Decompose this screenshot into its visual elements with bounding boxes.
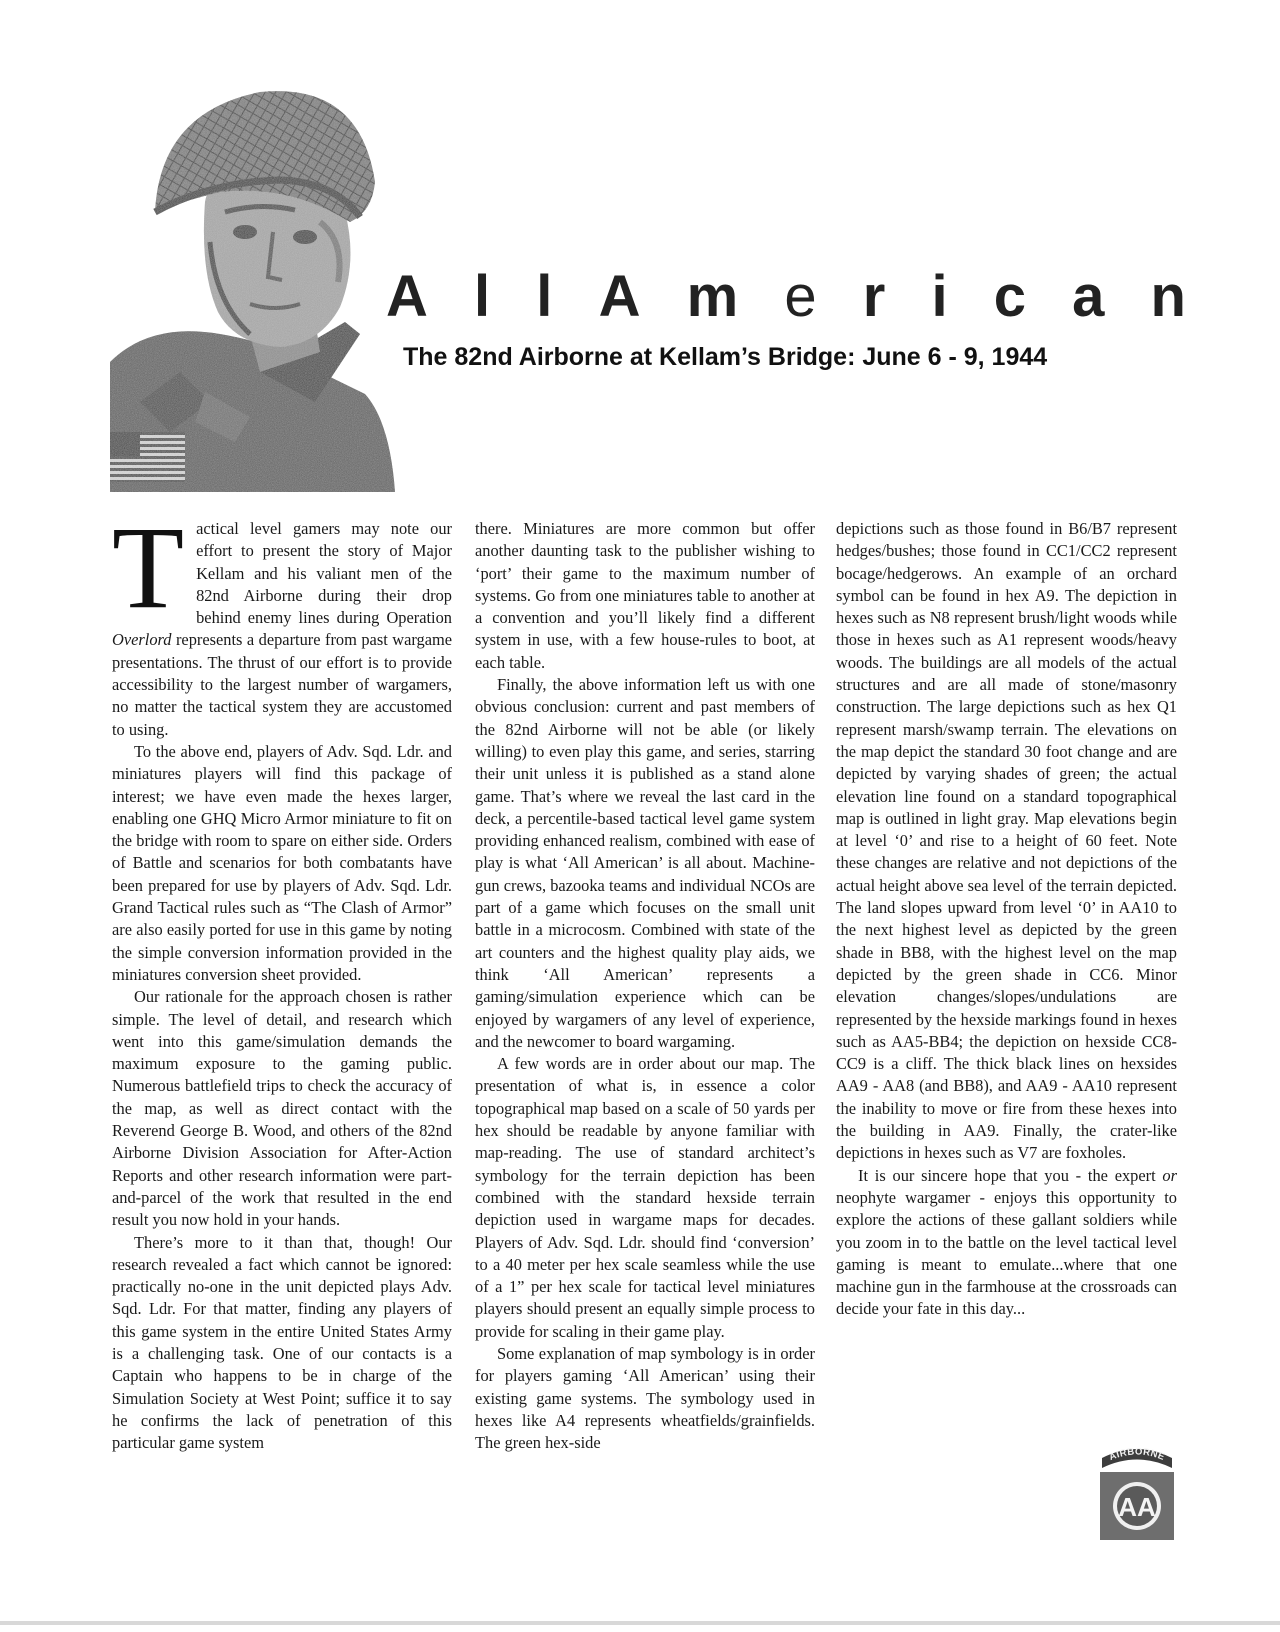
italic-text: or (1162, 1165, 1177, 1185)
paragraph: A few words are in order about our map. The presentation of what is, in essence a color topographical map based on a scale of 50 yards per hex should be readable by anyone familiar with map-reading. The use of standard architect’s symbology for the terrain depiction has been combined with the standard hexside terrain depiction used in wargame maps for decades. Players of Adv. Sqd. Ldr. should find ‘conversion’ to a 40 meter per hex scale seamless while the use of a 1” per hex scale for tactical level miniatures players should present an equally simple process to provide for scaling in their game play. (475, 1054, 815, 1341)
paragraph-text: actical level gamers may note our effort to present the story of Major Kellam and his valiant men of the 82nd Airborne during their drop behind enemy lines during Operation (196, 519, 452, 628)
paragraph: There’s more to it than that, though! Our research revealed a fact which cannot be ignored: practically no-one in the unit depicted plays Adv. Sqd. Ldr. For that matter, finding any players of this game system in the entire United States Army is a challenging task. One of our contacts is a Captain who happens to be in charge of the Simulation Society at West Point; suffice it to say he confirms the lack of penetration of this particular game system (112, 1232, 452, 1453)
airborne-badge (1098, 1438, 1176, 1542)
badge-tab-text: AIRBORNE (1107, 1446, 1167, 1464)
title-letter: A (598, 264, 641, 329)
title-letter: e (784, 264, 817, 329)
paragraph: Some explanation of map symbology is in order for players gaming ‘All American’ using their existing game systems. The symbology used in hexes like A4 represents wheatfields/grainfields. The green hex-side (475, 1343, 815, 1453)
paragraph-text: It is our sincere hope that you - the expert (858, 1165, 1163, 1185)
article-column-1 (112, 502, 452, 1454)
title-letter: l (536, 264, 553, 329)
soldier-photo (110, 72, 415, 492)
paragraph-text: neophyte wargamer - enjoys this opportunity to explore the actions of these gallant soldiers while you zoom in to the battle on the level tactical level gaming is meant to emulate...where that one machine gun in the farmhouse at the crossroads can decide your fate in this day... (836, 1187, 1177, 1319)
title-letter: n (1150, 264, 1186, 329)
article-column-2 (475, 518, 815, 1454)
badge-emblem-text: AA (1118, 1492, 1156, 1522)
page-title (386, 262, 1186, 332)
italic-text: Overlord (112, 630, 172, 650)
title-letter: l (474, 264, 491, 329)
paragraph: Finally, the above information left us with one obvious conclusion: current and past members of the 82nd Airborne will not be able (or likely willing) to even play this game, and series, starring their unit unless it is published as a stand alone game. That’s where we reveal the last card in the deck, a percentile-based tactical level game system providing enhanced realism, combined with ease of play is what ‘All American’ is all about. Machine-gun crews, bazooka teams and individual NCOs are part of a game which focuses on the small unit battle in a microcosm. Combined with state of the art counters and the highest quality play aids, we think ‘All American’ represents a gaming/simulation experience which can be enjoyed by wargamers of any level of experience, and the newcomer to board wargaming. (475, 675, 815, 1051)
paragraph (836, 1165, 1177, 1321)
82nd-airborne-insignia-icon (1098, 1438, 1176, 1542)
title-letter: m (686, 264, 739, 329)
paragraph: depictions such as those found in B6/B7 represent hedges/bushes; those found in CC1/CC2 represent bocage/hedgerows. An example of an orchard symbol can be found in hex A9. The depiction in hexes such as N8 represent brush/light woods while those in hexes such as A1 represent woods/heavy woods. The buildings are all models of the actual structures and are all made of stone/masonry construction. The large depictions such as hex Q1 represent marsh/swamp terrain. The elevations on the map depict the standard 30 foot change and are depicted by varying shades of green; the actual elevation line found on a standard topographical map is outlined in light gray. Map elevations begin at level ‘0’ and rise to a height of 60 feet. Note these changes are relative and not depictions of the actual height above sea level of the terrain depicted. The land slopes upward from level ‘0’ in AA10 to the next highest level as depicted by the green shade in BB8, with the highest level on the map depicted by the green shade in CC6. Minor elevation changes/slopes/undulations are represented by the hexside markings found in hexes such as AA5-BB4; the depiction on hexside CC8-CC9 is a cliff. The thick black lines on hexsides AA9 - AA8 (and BB8), and AA9 - AA10 represent the inability to move or fire from these hexes into the building in AA9. Finally, the crater-like depictions in hexes such as V7 are foxholes. (836, 519, 1177, 1163)
title-letter: A (386, 264, 428, 329)
paragraph: To the above end, players of Adv. Sqd. Ldr. and miniatures players will find this package of interest; we have even made the hexes larger, enabling one GHQ Micro Armor miniature to fit on the bridge with room to spare on either side. Orders of Battle and scenarios for both combatants have been prepared for use by players of Adv. Sqd. Ldr. Grand Tactical rules such as “The Clash of Armor” are also easily ported for use in this game by noting the simple conversion information provided in the miniatures conversion sheet provided. (112, 741, 452, 984)
title-letter: r (862, 264, 886, 329)
title-letter: a (1072, 264, 1105, 329)
soldier-portrait-icon (110, 72, 415, 492)
page-subtitle: The 82nd Airborne at Kellam’s Bridge: June 6 - 9, 1944 (403, 343, 1048, 371)
paragraph (112, 502, 452, 741)
article-column-3 (836, 518, 1177, 1321)
paragraph-text: represents a departure from past wargame presentations. The thrust of our effort is to provide accessibility to the largest number of wargamers, no matter the tactical system they are accustomed to using. (112, 630, 452, 739)
page-bottom-edge (0, 1621, 1280, 1625)
paragraph: there. Miniatures are more common but offer another daunting task to the publisher wishing to ‘port’ their game to the maximum number of systems. Go from one miniatures table to another at a convention and you’ll likely find a different system in use, with a few house-rules to boot, at each table. (475, 519, 815, 672)
paragraph: Our rationale for the approach chosen is rather simple. The level of detail, and research which went into this game/simulation demands the maximum exposure to the gaming public. Numerous battlefield trips to check the accuracy of the map, as well as direct contact with the Reverend George B. Wood, and others of the 82nd Airborne Division Association for After-Action Reports and other research information were part-and-parcel of the work that resulted in the end result you now hold in your hands. (112, 987, 452, 1230)
drop-cap: T (112, 502, 185, 633)
title-letter: i (931, 264, 948, 329)
title-letter: c (993, 264, 1026, 329)
